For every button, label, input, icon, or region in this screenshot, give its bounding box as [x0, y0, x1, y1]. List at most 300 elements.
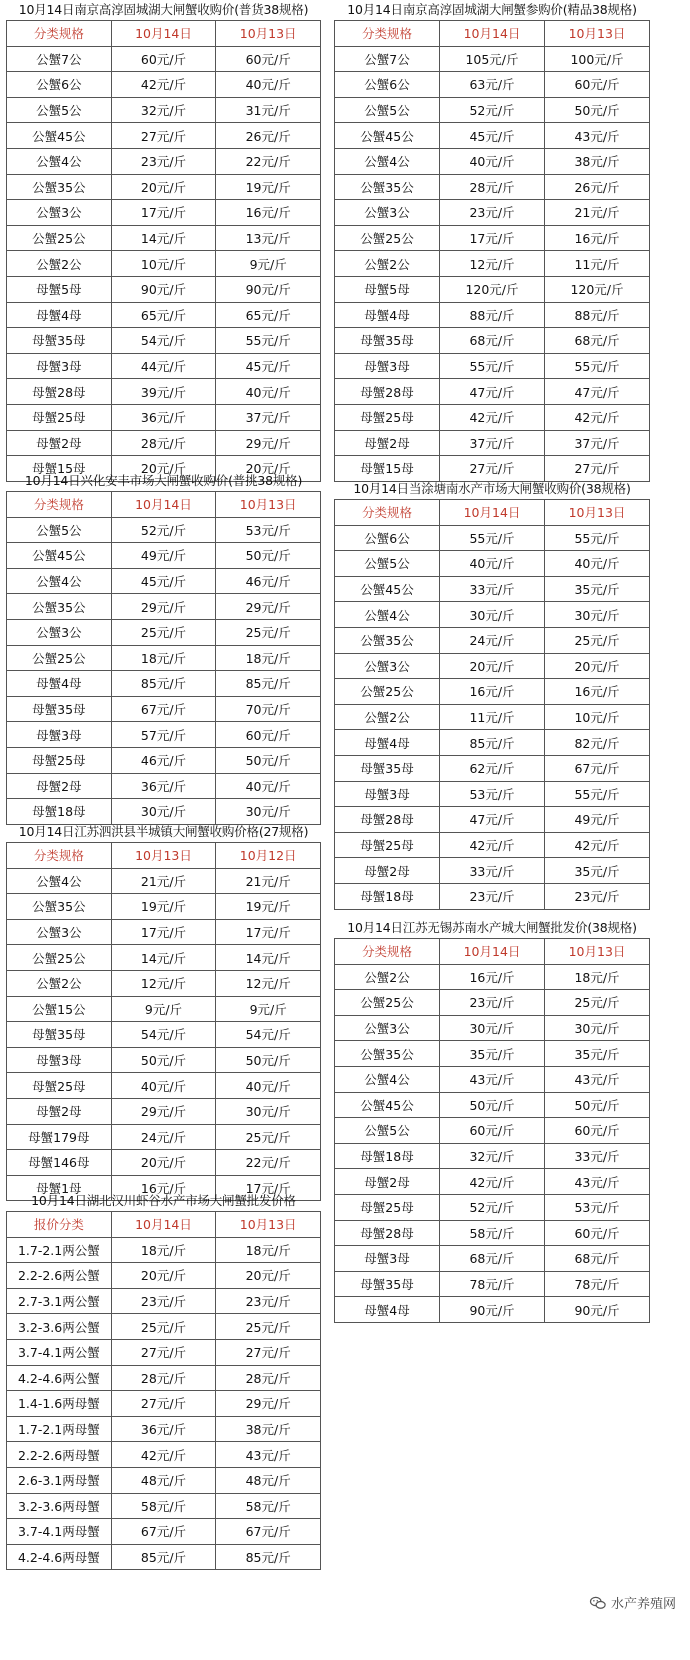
price-cell: 85元/斤	[216, 671, 321, 697]
table-header-row	[335, 500, 650, 526]
price-cell: 20元/斤	[545, 653, 650, 679]
price-cell: 23元/斤	[216, 1288, 321, 1314]
spec-cell: 1.4-1.6两母蟹	[7, 1391, 112, 1417]
price-cell: 67元/斤	[545, 755, 650, 781]
column-header: 分类规格	[7, 492, 112, 518]
price-table	[6, 20, 321, 482]
table-row	[7, 970, 321, 996]
table-row	[7, 46, 321, 72]
price-cell: 43元/斤	[440, 1066, 545, 1092]
price-cell: 42元/斤	[545, 832, 650, 858]
price-cell: 43元/斤	[545, 1169, 650, 1195]
price-cell: 25元/斤	[111, 619, 216, 645]
price-cell: 30元/斤	[111, 799, 216, 825]
price-cell: 120元/斤	[545, 276, 650, 302]
table-row	[7, 1150, 321, 1176]
spec-cell: 2.6-3.1两母蟹	[7, 1467, 112, 1493]
spec-cell: 公蟹3公	[7, 619, 112, 645]
table-row	[7, 1263, 321, 1289]
price-cell: 68元/斤	[545, 328, 650, 354]
price-cell: 25元/斤	[545, 990, 650, 1016]
table-row	[7, 773, 321, 799]
table-row	[335, 1041, 650, 1067]
price-cell: 9元/斤	[216, 251, 321, 277]
price-cell: 60元/斤	[111, 46, 216, 72]
price-cell: 18元/斤	[111, 1237, 216, 1263]
spec-cell: 母蟹3母	[335, 781, 440, 807]
table-title: 10月14日兴化安丰市场大闸蟹收购价(普挑38规格)	[24, 473, 303, 488]
spec-cell: 公蟹35公	[7, 894, 112, 920]
table-row	[335, 1220, 650, 1246]
price-cell: 10元/斤	[111, 251, 216, 277]
spec-cell: 公蟹35公	[335, 627, 440, 653]
table-row	[335, 990, 650, 1016]
spec-cell: 公蟹3公	[335, 200, 440, 226]
table-row	[7, 276, 321, 302]
table-row	[335, 97, 650, 123]
price-cell: 85元/斤	[216, 1544, 321, 1570]
column-header: 10月14日	[111, 1212, 216, 1238]
price-cell: 40元/斤	[216, 379, 321, 405]
table-block-gaochun-regular	[6, 0, 321, 482]
price-cell: 22元/斤	[216, 148, 321, 174]
price-cell: 20元/斤	[111, 456, 216, 482]
price-cell: 10元/斤	[545, 704, 650, 730]
price-cell: 52元/斤	[111, 517, 216, 543]
table-title: 10月14日江苏无锡苏南水产城大闸蟹批发价(38规格)	[347, 920, 637, 935]
spec-cell: 母蟹4母	[335, 302, 440, 328]
spec-cell: 公蟹2公	[7, 251, 112, 277]
table-row	[335, 832, 650, 858]
price-cell: 27元/斤	[111, 1391, 216, 1417]
price-cell: 78元/斤	[545, 1271, 650, 1297]
spec-cell: 公蟹4公	[335, 602, 440, 628]
spec-cell: 公蟹25公	[335, 225, 440, 251]
table-row	[335, 730, 650, 756]
table-row	[335, 353, 650, 379]
price-cell: 36元/斤	[111, 1416, 216, 1442]
price-cell: 42元/斤	[545, 404, 650, 430]
price-cell: 40元/斤	[545, 551, 650, 577]
price-cell: 90元/斤	[545, 1297, 650, 1323]
table-block-sihong-bancheng	[6, 822, 321, 1201]
price-cell: 48元/斤	[216, 1467, 321, 1493]
table-row	[335, 1015, 650, 1041]
price-cell: 52元/斤	[440, 1194, 545, 1220]
table-row	[335, 1066, 650, 1092]
price-cell: 29元/斤	[111, 594, 216, 620]
spec-cell: 母蟹3母	[7, 722, 112, 748]
table-row	[335, 430, 650, 456]
table-row	[7, 568, 321, 594]
spec-cell: 母蟹25母	[7, 1073, 112, 1099]
price-cell: 16元/斤	[545, 679, 650, 705]
price-cell: 17元/斤	[111, 200, 216, 226]
table-header-row	[7, 843, 321, 869]
table-block-wuxi-sunan	[334, 918, 650, 1323]
price-cell: 47元/斤	[440, 807, 545, 833]
price-cell: 28元/斤	[440, 174, 545, 200]
table-title: 10月14日当涂塘南水产市场大闸蟹收购价(38规格)	[353, 481, 631, 496]
watermark	[589, 1593, 676, 1612]
price-cell: 20元/斤	[216, 456, 321, 482]
spec-cell: 公蟹25公	[335, 990, 440, 1016]
column-header: 分类规格	[335, 21, 440, 47]
table-row	[7, 404, 321, 430]
price-cell: 23元/斤	[440, 990, 545, 1016]
price-cell: 29元/斤	[216, 594, 321, 620]
price-cell: 25元/斤	[216, 619, 321, 645]
price-cell: 50元/斤	[440, 1092, 545, 1118]
price-cell: 25元/斤	[111, 1314, 216, 1340]
spec-cell: 公蟹35公	[335, 1041, 440, 1067]
price-cell: 35元/斤	[545, 1041, 650, 1067]
column-header: 分类规格	[7, 21, 112, 47]
price-cell: 53元/斤	[545, 1194, 650, 1220]
table-header-row	[335, 939, 650, 965]
spec-cell: 母蟹4母	[7, 302, 112, 328]
table-row	[335, 1297, 650, 1323]
spec-cell: 公蟹5公	[7, 97, 112, 123]
spec-cell: 2.7-3.1两公蟹	[7, 1288, 112, 1314]
spec-cell: 母蟹25母	[7, 747, 112, 773]
price-cell: 60元/斤	[440, 1118, 545, 1144]
table-row	[7, 1442, 321, 1468]
price-cell: 70元/斤	[216, 696, 321, 722]
spec-cell: 母蟹35母	[7, 696, 112, 722]
table-row	[7, 1073, 321, 1099]
table-header-row	[335, 21, 650, 47]
price-cell: 67元/斤	[111, 1519, 216, 1545]
table-row	[7, 251, 321, 277]
price-cell: 35元/斤	[545, 576, 650, 602]
price-cell: 30元/斤	[545, 1015, 650, 1041]
price-cell: 85元/斤	[440, 730, 545, 756]
price-cell: 42元/斤	[440, 404, 545, 430]
spec-cell: 母蟹5母	[335, 276, 440, 302]
price-cell: 16元/斤	[440, 964, 545, 990]
price-cell: 18元/斤	[216, 645, 321, 671]
column-header: 10月14日	[440, 939, 545, 965]
table-row	[7, 799, 321, 825]
table-row	[7, 353, 321, 379]
price-cell: 39元/斤	[111, 379, 216, 405]
price-cell: 37元/斤	[440, 430, 545, 456]
table-row	[335, 148, 650, 174]
spec-cell: 公蟹45公	[335, 123, 440, 149]
table-row	[335, 200, 650, 226]
column-header: 10月13日	[111, 843, 216, 869]
spec-cell: 公蟹4公	[7, 868, 112, 894]
spec-cell: 母蟹2母	[335, 858, 440, 884]
table-row	[7, 1288, 321, 1314]
spec-cell: 2.2-2.6两母蟹	[7, 1442, 112, 1468]
price-cell: 68元/斤	[545, 1246, 650, 1272]
column-header: 分类规格	[335, 939, 440, 965]
table-row	[335, 1143, 650, 1169]
price-cell: 20元/斤	[111, 174, 216, 200]
spec-cell: 母蟹2母	[7, 773, 112, 799]
price-cell: 9元/斤	[111, 996, 216, 1022]
table-row	[335, 653, 650, 679]
table-row	[335, 1246, 650, 1272]
spec-cell: 公蟹2公	[335, 964, 440, 990]
table-row	[335, 328, 650, 354]
price-cell: 23元/斤	[545, 883, 650, 909]
price-cell: 55元/斤	[545, 525, 650, 551]
price-cell: 85元/斤	[111, 1544, 216, 1570]
price-cell: 24元/斤	[111, 1124, 216, 1150]
table-row	[335, 576, 650, 602]
table-block-dangtu-tangnan	[334, 479, 650, 910]
table-title: 10月14日南京高淳固城湖大闸蟹参购价(精品38规格)	[347, 2, 637, 17]
spec-cell: 公蟹2公	[335, 251, 440, 277]
price-cell: 58元/斤	[111, 1493, 216, 1519]
spec-cell: 公蟹25公	[7, 225, 112, 251]
price-cell: 30元/斤	[545, 602, 650, 628]
price-cell: 27元/斤	[545, 456, 650, 482]
table-row	[7, 1022, 321, 1048]
price-cell: 55元/斤	[440, 525, 545, 551]
price-cell: 36元/斤	[111, 773, 216, 799]
table-row	[7, 619, 321, 645]
spec-cell: 3.7-4.1两公蟹	[7, 1339, 112, 1365]
price-cell: 65元/斤	[111, 302, 216, 328]
spec-cell: 1.7-2.1两母蟹	[7, 1416, 112, 1442]
spec-cell: 母蟹28母	[335, 1220, 440, 1246]
table-row	[7, 747, 321, 773]
spec-cell: 母蟹4母	[7, 671, 112, 697]
spec-cell: 母蟹35母	[335, 755, 440, 781]
spec-cell: 母蟹25母	[335, 404, 440, 430]
price-cell: 24元/斤	[440, 627, 545, 653]
price-cell: 35元/斤	[545, 858, 650, 884]
price-cell: 49元/斤	[545, 807, 650, 833]
table-row	[7, 200, 321, 226]
table-row	[335, 404, 650, 430]
table-row	[335, 627, 650, 653]
price-cell: 40元/斤	[216, 72, 321, 98]
price-cell: 21元/斤	[545, 200, 650, 226]
price-cell: 60元/斤	[545, 72, 650, 98]
spec-cell: 母蟹35母	[335, 328, 440, 354]
price-cell: 40元/斤	[216, 1073, 321, 1099]
spec-cell: 母蟹18母	[335, 883, 440, 909]
column-header: 分类规格	[335, 500, 440, 526]
table-row	[335, 883, 650, 909]
price-cell: 54元/斤	[216, 1022, 321, 1048]
spec-cell: 公蟹4公	[7, 148, 112, 174]
spec-cell: 母蟹15母	[7, 456, 112, 482]
price-cell: 16元/斤	[545, 225, 650, 251]
price-cell: 88元/斤	[440, 302, 545, 328]
price-cell: 47元/斤	[440, 379, 545, 405]
price-cell: 50元/斤	[111, 1047, 216, 1073]
column-header: 10月13日	[216, 1212, 321, 1238]
table-row	[7, 645, 321, 671]
price-cell: 22元/斤	[216, 1150, 321, 1176]
table-row	[335, 964, 650, 990]
price-cell: 44元/斤	[111, 353, 216, 379]
price-cell: 50元/斤	[216, 543, 321, 569]
table-row	[335, 1194, 650, 1220]
spec-cell: 4.2-4.6两母蟹	[7, 1544, 112, 1570]
price-cell: 30元/斤	[216, 1098, 321, 1124]
price-cell: 29元/斤	[216, 1391, 321, 1417]
table-row	[7, 1467, 321, 1493]
table-title: 10月14日南京高淳固城湖大闸蟹收购价(普货38规格)	[18, 2, 309, 17]
table-block-hanchuan-xiagu	[6, 1191, 321, 1570]
column-header: 报价分类	[7, 1212, 112, 1238]
price-cell: 37元/斤	[545, 430, 650, 456]
spec-cell: 3.7-4.1两母蟹	[7, 1519, 112, 1545]
price-cell: 20元/斤	[440, 653, 545, 679]
price-cell: 16元/斤	[111, 1175, 216, 1201]
column-header: 10月12日	[216, 843, 321, 869]
table-row	[335, 781, 650, 807]
table-row	[335, 551, 650, 577]
price-cell: 54元/斤	[111, 1022, 216, 1048]
table-row	[7, 302, 321, 328]
price-cell: 45元/斤	[216, 353, 321, 379]
table-row	[335, 602, 650, 628]
price-cell: 85元/斤	[111, 671, 216, 697]
price-cell: 17元/斤	[216, 1175, 321, 1201]
price-cell: 12元/斤	[216, 970, 321, 996]
spec-cell: 4.2-4.6两公蟹	[7, 1365, 112, 1391]
price-cell: 31元/斤	[216, 97, 321, 123]
price-cell: 23元/斤	[111, 148, 216, 174]
spec-cell: 公蟹2公	[7, 970, 112, 996]
price-cell: 42元/斤	[111, 1442, 216, 1468]
spec-cell: 母蟹3母	[7, 353, 112, 379]
spec-cell: 公蟹25公	[7, 945, 112, 971]
spec-cell: 母蟹28母	[335, 807, 440, 833]
spec-cell: 母蟹18母	[335, 1143, 440, 1169]
column-header: 10月13日	[545, 21, 650, 47]
table-row	[7, 1237, 321, 1263]
price-cell: 43元/斤	[216, 1442, 321, 1468]
spec-cell: 公蟹35公	[7, 594, 112, 620]
price-cell: 90元/斤	[111, 276, 216, 302]
price-cell: 67元/斤	[111, 696, 216, 722]
table-row	[7, 1124, 321, 1150]
price-table	[6, 491, 321, 825]
price-cell: 14元/斤	[216, 945, 321, 971]
spec-cell: 母蟹2母	[335, 430, 440, 456]
wechat-icon	[589, 1594, 607, 1612]
price-cell: 60元/斤	[216, 722, 321, 748]
spec-cell: 公蟹3公	[335, 1015, 440, 1041]
price-cell: 105元/斤	[440, 46, 545, 72]
spec-cell: 公蟹45公	[7, 543, 112, 569]
spec-cell: 公蟹6公	[335, 525, 440, 551]
price-cell: 23元/斤	[440, 200, 545, 226]
price-cell: 45元/斤	[111, 568, 216, 594]
price-cell: 37元/斤	[216, 404, 321, 430]
table-row	[335, 276, 650, 302]
price-cell: 25元/斤	[216, 1124, 321, 1150]
price-cell: 29元/斤	[216, 430, 321, 456]
column-header: 10月13日	[216, 492, 321, 518]
spec-cell: 母蟹3母	[7, 1047, 112, 1073]
table-row	[335, 704, 650, 730]
spec-cell: 母蟹4母	[335, 730, 440, 756]
price-cell: 17元/斤	[440, 225, 545, 251]
table-row	[7, 72, 321, 98]
price-cell: 18元/斤	[216, 1237, 321, 1263]
table-row	[7, 97, 321, 123]
table-row	[335, 72, 650, 98]
table-row	[335, 123, 650, 149]
price-cell: 55元/斤	[545, 353, 650, 379]
price-cell: 50元/斤	[545, 97, 650, 123]
table-row	[7, 594, 321, 620]
price-cell: 9元/斤	[216, 996, 321, 1022]
table-block-xinghua-anfeng	[6, 471, 321, 825]
price-cell: 28元/斤	[111, 430, 216, 456]
price-cell: 19元/斤	[216, 174, 321, 200]
table-row	[7, 1416, 321, 1442]
spec-cell: 1.7-2.1两公蟹	[7, 1237, 112, 1263]
column-header: 10月14日	[440, 21, 545, 47]
price-cell: 78元/斤	[440, 1271, 545, 1297]
price-cell: 42元/斤	[440, 1169, 545, 1195]
price-cell: 26元/斤	[216, 123, 321, 149]
price-cell: 20元/斤	[111, 1150, 216, 1176]
spec-cell: 公蟹7公	[7, 46, 112, 72]
price-cell: 50元/斤	[216, 1047, 321, 1073]
price-cell: 60元/斤	[216, 46, 321, 72]
price-cell: 18元/斤	[545, 964, 650, 990]
column-header: 10月13日	[545, 500, 650, 526]
spec-cell: 母蟹35母	[7, 1022, 112, 1048]
spec-cell: 公蟹5公	[335, 551, 440, 577]
price-cell: 11元/斤	[545, 251, 650, 277]
price-cell: 36元/斤	[111, 404, 216, 430]
table-row	[335, 46, 650, 72]
table-block-gaochun-premium	[334, 0, 650, 482]
price-cell: 20元/斤	[111, 1263, 216, 1289]
column-header: 10月14日	[111, 21, 216, 47]
spec-cell: 公蟹4公	[335, 148, 440, 174]
price-cell: 17元/斤	[111, 919, 216, 945]
watermark-text: 水产养殖网	[610, 1597, 676, 1612]
price-cell: 43元/斤	[545, 1066, 650, 1092]
table-row	[7, 430, 321, 456]
table-row	[7, 945, 321, 971]
price-cell: 68元/斤	[440, 1246, 545, 1272]
spec-cell: 公蟹2公	[335, 704, 440, 730]
table-row	[7, 123, 321, 149]
price-cell: 46元/斤	[111, 747, 216, 773]
spec-cell: 母蟹1母	[7, 1175, 112, 1201]
price-cell: 29元/斤	[111, 1098, 216, 1124]
spec-cell: 公蟹3公	[7, 200, 112, 226]
spec-cell: 公蟹3公	[7, 919, 112, 945]
spec-cell: 公蟹15公	[7, 996, 112, 1022]
spec-cell: 公蟹5公	[7, 517, 112, 543]
table-row	[7, 1365, 321, 1391]
price-cell: 12元/斤	[440, 251, 545, 277]
price-cell: 60元/斤	[545, 1118, 650, 1144]
price-cell: 25元/斤	[545, 627, 650, 653]
spec-cell: 母蟹4母	[335, 1297, 440, 1323]
table-row	[335, 302, 650, 328]
column-header: 10月14日	[440, 500, 545, 526]
table-row	[7, 1339, 321, 1365]
spec-cell: 3.2-3.6两母蟹	[7, 1493, 112, 1519]
